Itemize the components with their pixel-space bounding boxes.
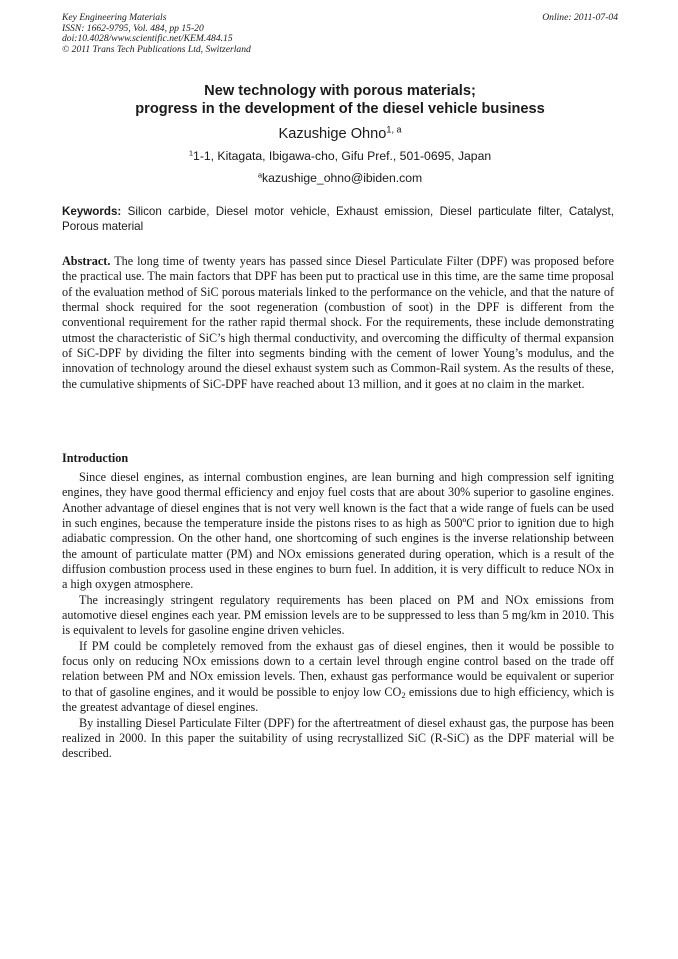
intro-paragraph-3-end: emissions due to high efficiency, which is the greatest advantage of diesel engines. [62, 684, 615, 715]
keywords-text: Silicon carbide, Diesel motor vehicle, Exhaust emission, Diesel particulate filter, Catalyst, Porous material [62, 205, 614, 233]
journal-issn: ISSN: 1662-9795, Vol. 484, pp 15-20 [62, 22, 204, 34]
affiliation-superscript: 1 [188, 148, 194, 158]
abstract [62, 254, 614, 392]
affiliation-text: 1-1, Kitagata, Ibigawa-cho, Gifu Pref., 501-0695, Japan [193, 149, 492, 163]
email-text[interactable]: kazushige_ohno@ibiden.com [262, 171, 423, 185]
title-line-1: New technology with porous materials; [204, 83, 476, 99]
intro-paragraph-4: By installing Diesel Particulate Filter (DPF) for the aftertreatment of diesel exhaust gas, the purpose has been realized in 2000. In this paper the suitability of using recrystallized SiC (R-SiC) as the DPF material will be described. [62, 715, 614, 761]
online-date: Online: 2011-07-04 [542, 12, 618, 23]
keywords [62, 205, 614, 234]
keywords-label: Keywords: [62, 205, 122, 218]
journal-header [62, 13, 618, 55]
abstract-label: Abstract. [62, 254, 111, 268]
introduction-body [62, 470, 614, 762]
author-line [62, 125, 618, 143]
journal-name: Key Engineering Materials [62, 12, 167, 23]
intro-paragraph-2: The increasingly stringent regulatory requirements has been placed on PM and NOx emissions from automotive diesel engines each year. PM emission levels are to be suppressed to less than 5 mg/km in 2010. This is equivalent to levels for gasoline engine driven vehicles. [62, 592, 614, 638]
author-superscript: 1, a [386, 124, 402, 135]
intro-paragraph-3-start: If PM could be completely removed from the exhaust gas of diesel engines, then it would be possible to focus only on reducing NOx emissions down to a certain level through engine control based on the trade off relation between PM and NOx emission levels. Then, exhaust gas performance would be equivalent or superior to that of gasoline engines, and it would be possible to enjoy low CO [62, 638, 614, 699]
email-superscript: a [257, 170, 263, 180]
affiliation [62, 149, 618, 164]
co2-subscript: 2 [401, 689, 406, 700]
journal-copyright: © 2011 Trans Tech Publications Ltd, Switzerland [62, 43, 251, 55]
abstract-text: The long time of twenty years has passed since Diesel Particulate Filter (DPF) was proposed before the practical use. The main factors that DPF has been put to practical use in this time, are the same time proposal of the evaluation method of SiC porous materials linked to the performance on the vehicle, and that the nature of thermal shock required for the soot regeneration (combustion of soot) in the DPF is different from the conventional requirement for the rather rapid thermal shock. For the requirements, these include demonstrating utmost the characteristic of SiC’s high thermal conductivity, and overcoming the difficulty of thermal expansion of SiC-DPF by dividing the filter into segments binding with the cement of lower Young’s modulus, and the innovation of technology around the diesel exhaust system such as Common-Rail system. As the results of these, the cumulative shipments of SiC-DPF have reached about 13 million, and it goes at no claim in the market. [62, 254, 615, 391]
paper-title [62, 82, 618, 118]
author-name: Kazushige Ohno [278, 126, 387, 142]
author-email [62, 171, 618, 186]
intro-paragraph-3 [62, 639, 614, 716]
journal-doi[interactable]: doi:10.4028/www.scientific.net/KEM.484.15 [62, 33, 233, 45]
section-heading-introduction: Introduction [62, 451, 129, 465]
intro-paragraph-1: Since diesel engines, as internal combustion engines, are lean burning and high compression self igniting engines, they have good thermal efficiency and enjoy fuel costs that are about 30% superior to gasoline engines. Another advantage of diesel engines that is not very well known is the fact that a wide range of fuels can be used in such engines, because the temperature inside the pistons rises to as high as 500ºC prior to ignition due to high adiabatic compression. On the other hand, one shortcoming of such engines is the inverse relationship between the amount of particulate matter (PM) and NOx emissions generated during operation, which is a result of the diffusion combustion process used in these engines to burn fuel. In addition, it is very difficult to reduce NOx in a high oxygen atmosphere. [62, 470, 614, 592]
title-line-2: progress in the development of the diesel vehicle business [135, 101, 545, 117]
